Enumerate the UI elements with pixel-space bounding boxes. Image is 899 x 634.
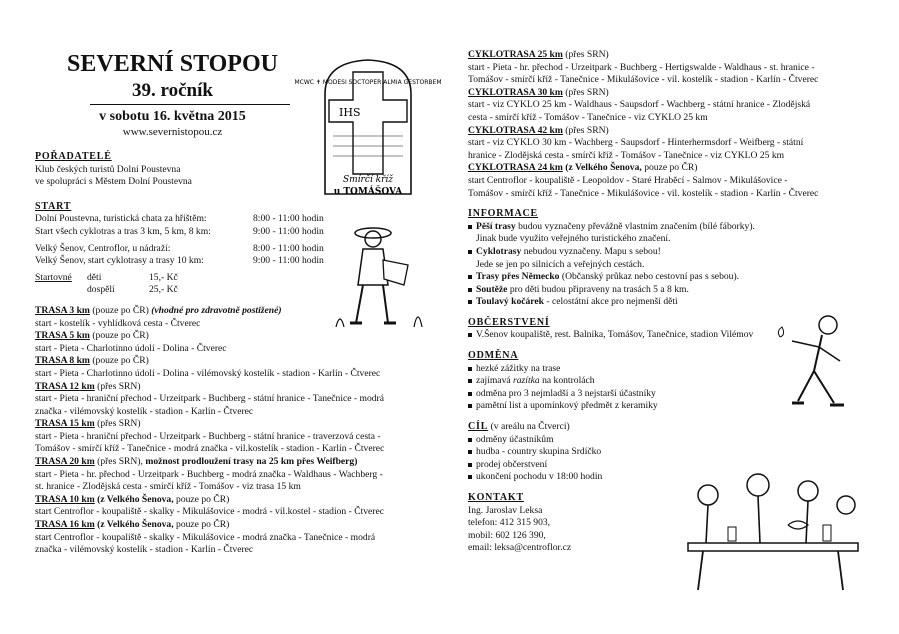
- kontakt-telefon: telefon: 412 315 903,: [468, 517, 551, 529]
- cyklotrasa-heading: CYKLOTRASA 25 km (přes SRN): [468, 49, 609, 60]
- cil-list: [468, 434, 878, 484]
- trasa-route: značka - vilémovský kostelík - stadion - Karlín - Čtverec: [35, 405, 254, 417]
- start-row: Velký Šenov, Centroflor, u nádraží: 8:00 - 11:00 hodin: [35, 242, 324, 254]
- trasa-heading: TRASA 5 km (pouze po ČR): [35, 330, 149, 342]
- kontakt-heading: KONTAKT: [468, 492, 524, 503]
- cil-heading: CÍL: [468, 421, 489, 433]
- header-divider: [90, 104, 290, 105]
- startovne-table: [35, 272, 445, 297]
- cyklotrasa-route: hranice - Zlodějská cesta - smírčí kříž - Tomášov - Tanečnice - viz CYKLO 25 km: [468, 149, 785, 161]
- list-item: Toulavý kočárek - celostátní akce pro nejmenší děti: [468, 296, 878, 309]
- startovne-label: Startovné: [35, 271, 72, 283]
- cyklotrasa-route: start - viz CYKLO 25 km - Waldhaus - Saupsdorf - Wachberg - státní hranice - Zlodějská: [468, 99, 811, 111]
- deti-price: 15,- Kč: [149, 271, 178, 283]
- list-item: hudba - country skupina Srdíčko: [468, 446, 878, 459]
- list-item-cont: Jinak bude využito veřejného turistického značení.: [476, 233, 671, 245]
- poradatele-line2: ve spolupráci s Městem Dolní Poustevna: [35, 176, 192, 188]
- stamp-caption1: Smírčí kříž: [342, 175, 394, 185]
- trasa-route: start - Pieta - hraniční přechod - Urzeitpark - Buchberg - státní hranice - traverzová cesta -: [35, 430, 381, 442]
- cil-sub: (v areálu na Čtverci): [490, 421, 570, 433]
- list-item: odměna pro 3 nejmladší a 3 nejstarší účastníky: [468, 388, 878, 401]
- poradatele-line1: Klub českých turistů Dolní Poustevna: [35, 163, 181, 175]
- list-item: zajímavá razítka na kontrolách: [468, 375, 878, 388]
- edition: 39. ročník: [132, 80, 213, 101]
- trasa-route: st. hranice - Zlodějská cesta - smírčí kříž - Tomášov - viz trasa 15 km: [35, 481, 301, 493]
- event-date: v sobotu 16. května 2015: [99, 109, 246, 124]
- cyklotrasa-route: start Centroflor - koupaliště - Leopoldov - Staré Hraběcí - Salmov - Mikulášovice -: [468, 174, 788, 186]
- list-item: prodej občerstvení: [468, 459, 878, 472]
- stamp-ihs: IHS: [339, 106, 361, 119]
- cyklotrasa-heading: CYKLOTRASA 24 km (z Velkého Šenova, pouze po ČR): [468, 162, 698, 174]
- trasa-heading: TRASA 15 km (přes SRN): [35, 418, 141, 430]
- list-item: odměny účastníkům: [468, 434, 878, 447]
- website-link[interactable]: www.severnistopou.cz: [122, 126, 223, 138]
- list-item: Pěší trasy budou vyznačeny převážně vlastním značením (bílé fáborky).: [468, 221, 878, 234]
- cyklotrasa-route: start - Pieta - hr. přechod - Urzeitpark - Buchberg - Hertigswalde - Waldhaus - st. hranice -: [468, 61, 815, 73]
- start-row: Start všech cyklotras a tras 3 km, 5 km, 8 km: 9:00 - 11:00 hodin: [35, 225, 324, 237]
- cyklotrasa-heading: CYKLOTRASA 42 km (přes SRN): [468, 124, 609, 136]
- trasa-route: start - Pieta - Charlotinno údolí - Dolina - vilémovský kostelík - stadion - Karlín - Čtverec: [35, 367, 381, 379]
- trasa-route: start - Pieta - Charlotinno údolí - Dolina - Čtverec: [35, 342, 227, 354]
- start-schedule: [35, 213, 445, 267]
- list-item: V.Šenov koupaliště, rest. Balnika, Tomášov, Tanečnice, stadion Vilémov: [468, 329, 878, 342]
- kontakt-email[interactable]: email: leksa@centroflor.cz: [468, 542, 572, 554]
- deti-label: děti: [87, 271, 102, 283]
- trasa-route: start Centroflor - koupaliště - skalky - Mikulášovice - modrá značka - Tanečnice - modrá: [35, 531, 376, 543]
- trasa-route: start - Pieta - hr. přechod - Urzeitpark - Buchberg - modrá značka - Waldhaus - Wachberg -: [35, 468, 383, 480]
- odmena-heading: ODMĚNA: [468, 350, 519, 362]
- cyklotrasa-route: Tomášov - smírčí kříž - Tanečnice - Mikulášovice - vil. kostelík - stadion - Karlín - Čtverec: [468, 187, 819, 199]
- trasa-heading: TRASA 20 km (přes SRN), možnost prodloužení trasy na 25 km přes Weifberg): [35, 456, 358, 468]
- kontakt-name: Ing. Jaroslav Leksa: [468, 504, 543, 516]
- left-column: [35, 151, 445, 557]
- obcerstveni-heading: OBČERSTVENÍ: [468, 316, 550, 328]
- cil-heading-row: [468, 421, 878, 434]
- list-item: Trasy přes Německo (Občanský průkaz nebo cestovní pas s sebou).: [468, 271, 878, 284]
- informace-heading: INFORMACE: [468, 208, 538, 220]
- trasa-heading: TRASA 8 km (pouze po ČR): [35, 355, 149, 367]
- list-item: ukončení pochodu v 18:00 hodin: [468, 471, 878, 484]
- stamp-caption2: u TOMÁŠOVA: [333, 187, 403, 197]
- cyklotrasa-route: cesta - smírčí kříž - Tomášov - Tanečnice - viz CYKLO 25 km: [468, 111, 708, 123]
- trasa-heading: TRASA 10 km (z Velkého Šenova, pouze po ČR): [35, 493, 230, 505]
- trasa-route: start - kostelík - vyhlídková cesta - Čtverec: [35, 317, 201, 329]
- trasa-route: Tomášov - smírčí kříž - Tanečnice - modrá značka - vil.kostelík - stadion - Karlín - Čtverec: [35, 443, 385, 455]
- start-heading: START: [35, 200, 72, 212]
- stamp-top-text: MCWC ✝ MODESI SOCTOPER ALMIA GESTORBEM: [294, 79, 442, 86]
- list-item: hezké zážitky na trase: [468, 363, 878, 376]
- list-item-cont: Jede se jen po silnicích a veřejných cestách.: [476, 258, 645, 270]
- dospeli-label: dospělí: [87, 284, 115, 296]
- list-item: Cyklotrasy nebudou vyznačeny. Mapu s sebou!: [468, 246, 878, 259]
- cyklotrasa-route: Tomášov - smírčí kříž - Tanečnice - Mikulášovice - vil. kostelík - stadion - Karlín - Čtverec: [468, 74, 819, 86]
- page-title: SEVERNÍ STOPOU: [67, 51, 278, 77]
- start-row: Dolní Poustevna, turistická chata za hřištěm: 8:00 - 11:00 hodin: [35, 213, 324, 225]
- trasa-route: start Centroflor - koupaliště - skalky - Mikulášovice - modrá - vil.kostel - stadion - Čtverec: [35, 506, 385, 518]
- trasa-route: značka - vilémovský kostelík - stadion - Karlín - Čtverec: [35, 544, 254, 556]
- list-item: Soutěže pro děti budou připraveny na trasách 5 a 8 km.: [468, 284, 878, 297]
- cyklotrasa-heading: CYKLOTRASA 30 km (přes SRN): [468, 86, 609, 98]
- list-item: pamětní list a upomínkový předmět z keramiky: [468, 400, 878, 413]
- start-row: Velký Šenov, start cyklotrasy a trasy 10 km: 9:00 - 11:00 hodin: [35, 255, 324, 267]
- poradatele-heading: POŘADATELÉ: [35, 151, 112, 162]
- cyklotrasa-route: start - viz CYKLO 30 km - Wachberg - Saupsdorf - Hinterhermsdorf - Weifberg - státní: [468, 137, 804, 149]
- odmena-list: [468, 363, 878, 413]
- informace-list: [468, 221, 878, 309]
- obcerstveni-list: [468, 329, 878, 342]
- trasa-heading: TRASA 16 km (z Velkého Šenova, pouze po ČR): [35, 519, 230, 531]
- kontakt-mobil: mobil: 602 126 390,: [468, 529, 546, 541]
- trasa-heading: TRASA 12 km (přes SRN): [35, 380, 141, 392]
- dospeli-price: 25,- Kč: [149, 284, 178, 296]
- right-column: [468, 49, 878, 555]
- trasa-route: start - Pieta - hraniční přechod - Urzeitpark - Buchberg - státní hranice - Tanečnice - modrá: [35, 393, 385, 405]
- trasa-heading: TRASA 3 km (pouze po ČR) (vhodné pro zdravotně postižené): [35, 304, 282, 316]
